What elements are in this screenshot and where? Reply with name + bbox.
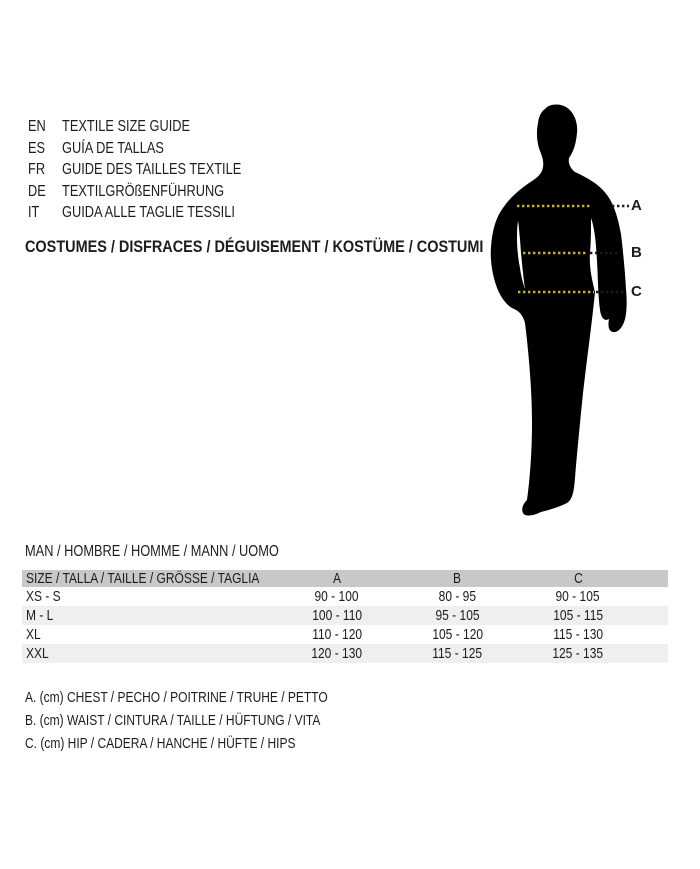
language-guide-list [28, 116, 286, 224]
cell-b: 80 - 95 [438, 588, 477, 605]
cell-a: 100 - 110 [312, 607, 362, 624]
language-code: IT [28, 204, 40, 221]
table-caption: MAN / HOMBRE / HOMME / MANN / UOMO [25, 543, 279, 560]
cell-b: 105 - 120 [432, 626, 483, 643]
language-row [28, 159, 286, 181]
header-col-b: B [453, 570, 462, 587]
legend-line-hip: C. (cm) HIP / CADERA / HANCHE / HÜFTE / HIPS [25, 735, 296, 752]
legend-line-chest: A. (cm) CHEST / PECHO / POITRINE / TRUHE / PETTO [25, 689, 328, 706]
cell-c: 90 - 105 [555, 588, 601, 605]
category-title: COSTUMES / DISFRACES / DÉGUISEMENT / KOSTÜME / COSTUMI [25, 237, 484, 256]
language-code: DE [28, 182, 46, 200]
cell-b: 115 - 125 [432, 645, 483, 662]
language-label: GUÍA DE TALLAS [62, 139, 164, 157]
cell-c: 105 - 115 [553, 607, 603, 624]
cell-size: M - L [26, 607, 54, 624]
cell-size: XL [26, 626, 41, 643]
marker-label-b: B [631, 244, 642, 261]
cell-a: 120 - 130 [311, 645, 363, 662]
table-row [22, 644, 668, 663]
language-row [28, 202, 286, 224]
marker-label-a: A [631, 197, 642, 214]
language-label: TEXTILGRÖßENFÜHRUNG [62, 182, 225, 200]
cell-a: 110 - 120 [312, 626, 362, 643]
language-row [28, 116, 286, 138]
table-row [22, 587, 668, 606]
measure-legend [25, 686, 403, 755]
header-col-c: C [573, 570, 583, 587]
language-label: GUIDE DES TAILLES TEXTILE [62, 161, 242, 178]
cell-c: 125 - 135 [552, 645, 604, 662]
table-row [22, 625, 668, 644]
language-row [28, 181, 286, 203]
size-table [22, 570, 668, 663]
size-figure [487, 103, 647, 523]
legend-line-waist: B. (cm) WAIST / CINTURA / TAILLE / HÜFTUNG / VITA [25, 712, 321, 729]
marker-label-c: C [631, 283, 642, 300]
language-code: FR [28, 161, 46, 178]
language-label: TEXTILE SIZE GUIDE [62, 118, 191, 135]
language-code: EN [28, 118, 46, 135]
cell-size: XXL [26, 645, 49, 662]
man-silhouette [491, 105, 627, 516]
language-row [28, 138, 286, 160]
language-label: GUIDA ALLE TAGLIE TESSILI [62, 204, 235, 221]
cell-a: 90 - 100 [314, 588, 360, 605]
cell-c: 115 - 130 [553, 626, 603, 643]
table-header-row [22, 570, 668, 587]
header-size-column: SIZE / TALLA / TAILLE / GRÖSSE / TAGLIA [26, 570, 260, 587]
cell-size: XS - S [26, 588, 61, 605]
cell-b: 95 - 105 [435, 607, 480, 624]
header-col-a: A [332, 570, 341, 587]
language-code: ES [28, 139, 46, 157]
table-row [22, 606, 668, 625]
